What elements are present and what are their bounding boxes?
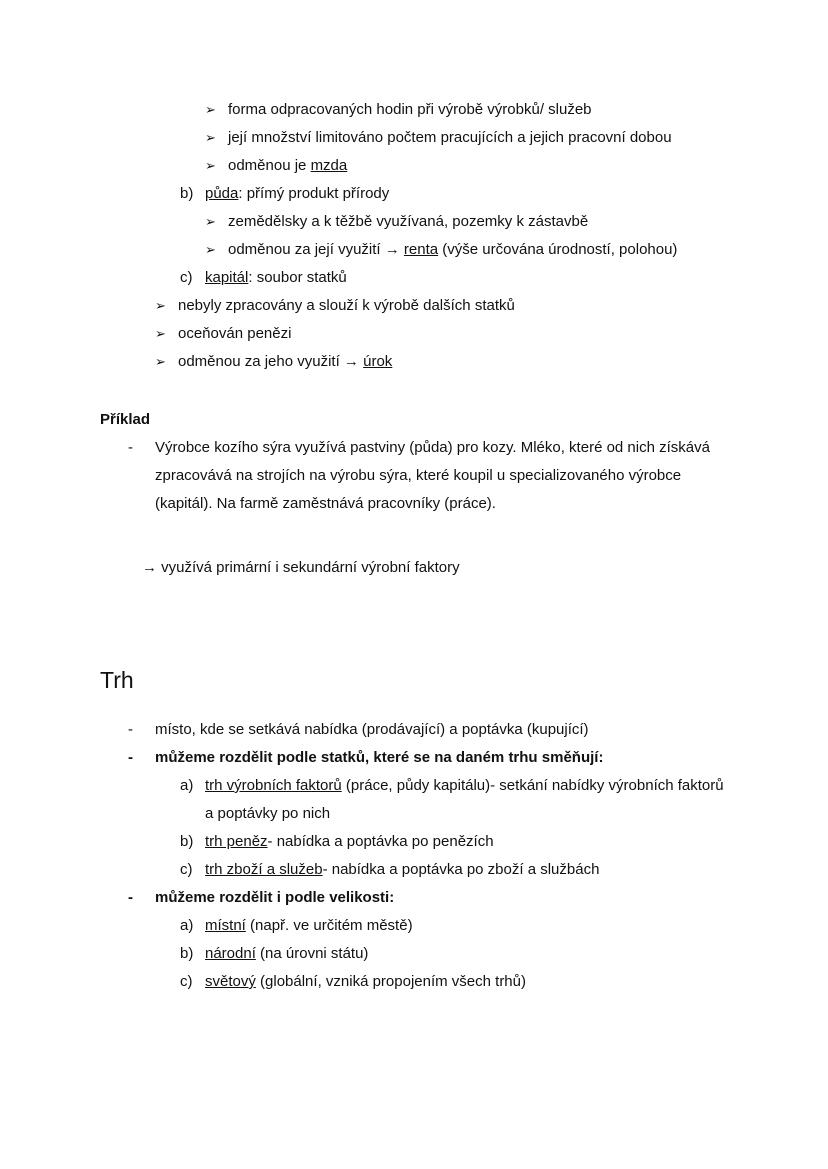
list-item-text: můžeme rozdělit i podle velikosti: (155, 889, 395, 906)
underlined-term: trh zboží a služeb (205, 861, 323, 878)
list-item-text (228, 152, 728, 180)
list-item (100, 264, 728, 292)
list-item (100, 856, 728, 884)
letter-marker: b) (180, 833, 194, 850)
list-item-bold (100, 744, 728, 772)
list-item (100, 716, 728, 744)
list-item-text (205, 264, 728, 292)
list-item (100, 772, 728, 828)
list-item-text: její množství limitováno počtem pracujících a jejich pracovní dobou (228, 129, 672, 146)
list-item (100, 968, 728, 996)
example-paragraph: Výrobce kozího sýra využívá pastviny (půda) pro kozy. Mléko, které od nich získává zpracovává na strojích na výrobu sýra, které koupil u specializovaného výrobce (kapitál). Na farmě zaměstnává pracovníky (práce). (155, 439, 710, 512)
list-item-text (205, 856, 728, 884)
production-factors-list (100, 96, 728, 376)
arrow-bullet-icon: ➢ (155, 354, 166, 369)
list-item-text (205, 968, 728, 996)
text-segment: (na úrovni státu) (255, 945, 369, 962)
list-item (100, 208, 728, 236)
underlined-term: místní (205, 917, 246, 934)
text-segment: : soubor statků (248, 269, 347, 286)
arrow-bullet-icon: ➢ (205, 242, 216, 257)
text-segment: (výše určována úrodností, polohou) (438, 241, 678, 258)
text-segment: - nabídka a poptávka po penězích (267, 833, 494, 850)
list-item (100, 320, 728, 348)
arrow-bullet-icon: ➢ (155, 326, 166, 341)
list-item-text: oceňován penězi (178, 325, 292, 342)
list-item (100, 940, 728, 968)
example-conclusion: → využívá primární i sekundární výrobní faktory (142, 559, 460, 576)
example-heading: Příklad (100, 411, 151, 428)
list-item-text (205, 940, 728, 968)
text-segment: odměnou za jeho využití → (178, 353, 364, 370)
underlined-term: národní (205, 945, 256, 962)
underlined-term: světový (205, 973, 256, 990)
list-item (100, 912, 728, 940)
list-item-text (205, 180, 728, 208)
list-item (100, 180, 728, 208)
example-paragraph-item (100, 434, 728, 518)
underlined-term: úrok (363, 353, 393, 370)
list-item-text: nebyly zpracovány a slouží k výrobě dalších statků (178, 297, 515, 314)
underlined-term: mzda (310, 157, 348, 174)
dash-bullet: - (128, 749, 133, 766)
text-segment: - nabídka a poptávka po zboží a službách (322, 861, 600, 878)
letter-marker: c) (180, 269, 193, 286)
letter-marker: c) (180, 973, 193, 990)
list-item-text (205, 912, 728, 940)
arrow-bullet-icon: ➢ (205, 130, 216, 145)
underlined-term: půda (205, 185, 239, 202)
text-segment: (např. ve určitém městě) (245, 917, 413, 934)
arrow-bullet-icon: ➢ (205, 214, 216, 229)
market-list (100, 716, 728, 996)
market-heading: Trh (100, 667, 134, 693)
list-item (100, 152, 728, 180)
example-section (100, 406, 728, 582)
list-item (100, 828, 728, 856)
market-section (100, 664, 728, 996)
list-item (100, 348, 728, 376)
arrow-bullet-icon: ➢ (205, 158, 216, 173)
letter-marker: a) (180, 917, 194, 934)
letter-marker: b) (180, 945, 194, 962)
dash-bullet: - (128, 439, 133, 456)
text-segment: (práce, půdy kapitálu)- setkání nabídky výrobních faktorů a poptávky po nich (205, 777, 724, 822)
list-item-bold (100, 884, 728, 912)
list-item-text (178, 348, 728, 376)
letter-marker: c) (180, 861, 193, 878)
underlined-term: trh výrobních faktorů (205, 777, 342, 794)
underlined-term: trh peněz (205, 833, 268, 850)
arrow-bullet-icon: ➢ (205, 102, 216, 117)
list-item (100, 292, 728, 320)
underlined-term: kapitál (205, 269, 249, 286)
text-segment: odměnou za její využití → (228, 241, 404, 258)
list-item (100, 124, 728, 152)
text-segment: odměnou je (228, 157, 311, 174)
list-item-text: místo, kde se setkává nabídka (prodávající) a poptávka (kupující) (155, 721, 589, 738)
list-item-text: forma odpracovaných hodin při výrobě výrobků/ služeb (228, 101, 592, 118)
letter-marker: a) (180, 777, 194, 794)
text-segment: : přímý produkt přírody (238, 185, 390, 202)
list-item (100, 236, 728, 264)
letter-marker: b) (180, 185, 194, 202)
list-item-text (205, 828, 728, 856)
list-item-text (228, 236, 728, 264)
list-item (100, 96, 728, 124)
dash-bullet: - (128, 889, 133, 906)
arrow-bullet-icon: ➢ (155, 298, 166, 313)
list-item-text (205, 772, 728, 828)
dash-bullet: - (128, 721, 133, 738)
underlined-term: renta (403, 241, 439, 258)
text-segment: (globální, vzniká propojením všech trhů) (255, 973, 526, 990)
list-item-text: můžeme rozdělit podle statků, které se na daném trhu směňují: (155, 749, 604, 766)
list-item-text: zemědělsky a k těžbě využívaná, pozemky k zástavbě (228, 213, 589, 230)
